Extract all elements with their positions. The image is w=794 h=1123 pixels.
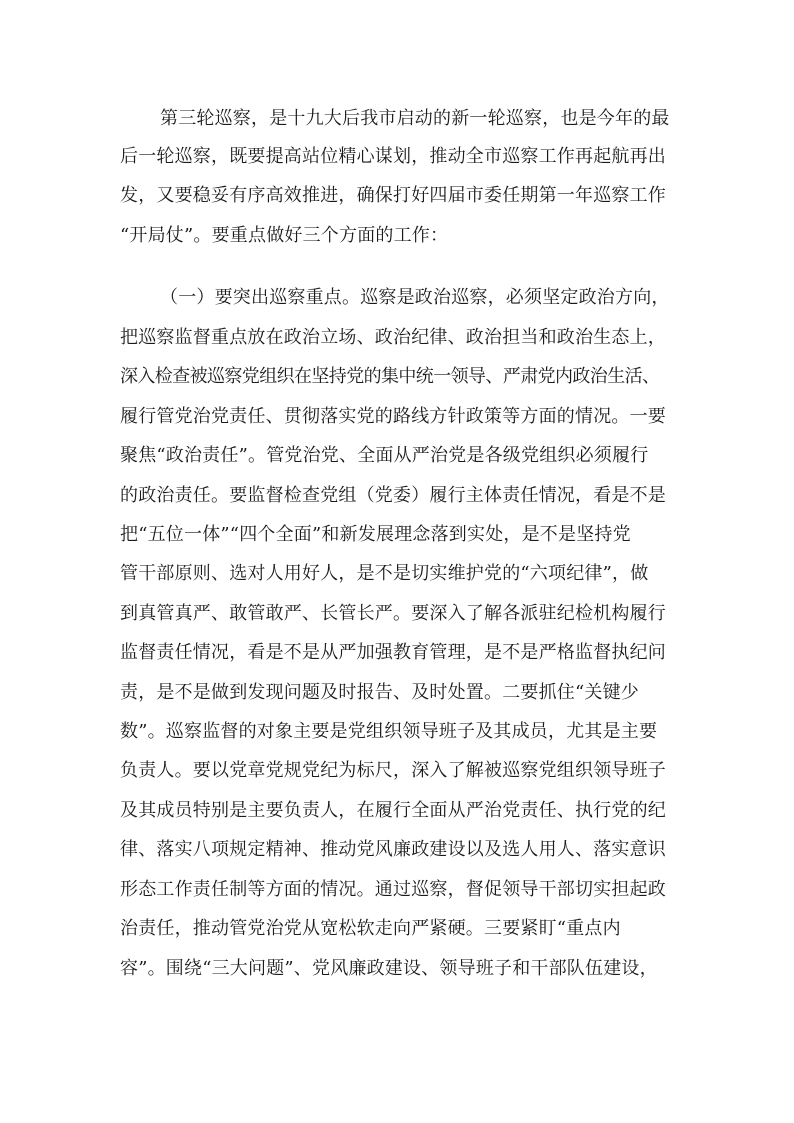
text-line-20: 形态工作责任制等方面的情况。通过巡察，督促领导干部切实担起政: [120, 879, 666, 900]
text-line-6: 把巡察监督重点放在政治立场、政治纪律、政治担当和政治生态上，: [120, 327, 666, 348]
text-line-15: 责，是不是做到发现问题及时报告、及时处置。二要抓住“关键少: [120, 682, 639, 703]
text-line-14: 监督责任情况，看是不是从严加强教育管理，是不是严格监督执纪问: [120, 642, 666, 663]
text-line-7: 深入检查被巡察党组织在坚持党的集中统一领导、严肃党内政治生活、: [120, 366, 660, 387]
text-line-12: 管干部原则、选对人用好人，是不是切实维护党的“六项纪律”，做: [120, 563, 649, 584]
text-line-17: 负责人。要以党章党规党纪为标尺，深入了解被巡察党组织领导班子: [120, 760, 666, 781]
text-line-11: 把“五位一体”“四个全面”和新发展理念落到实处，是不是坚持党: [120, 524, 631, 545]
text-line-18: 及其成员特别是主要负责人，在履行全面从严治党责任、执行党的纪: [120, 800, 666, 821]
text-line-5: （一）要突出巡察重点。巡察是政治巡察，必须坚定政治方向，: [160, 287, 670, 308]
text-line-10: 的政治责任。要监督检查党组（党委）履行主体责任情况，看是不是: [120, 485, 666, 506]
text-line-19: 律、落实八项规定精神、推动党风廉政建设以及选人用人、落实意识: [120, 839, 666, 860]
text-line-13: 到真管真严、敢管敢严、长管长严。要深入了解各派驻纪检机构履行: [120, 603, 666, 624]
text-line-1: 第三轮巡察，是十九大后我市启动的新一轮巡察，也是今年的最: [160, 108, 670, 129]
text-line-3: 发，又要稳妥有序高效推进，确保打好四届市委任期第一年巡察工作: [120, 185, 666, 206]
text-line-8: 履行管党治党责任、贯彻落实党的路线方针政策等方面的情况。一要: [120, 406, 666, 427]
text-line-9: 聚焦“政治责任”。管党治党、全面从严治党是各级党组织必须履行: [120, 445, 649, 466]
text-line-4: “开局仗”。要重点做好三个方面的工作：: [120, 225, 449, 246]
text-line-21: 治责任，推动管党治党从宽松软走向严紧硬。三要紧盯“重点内: [120, 918, 621, 939]
text-line-22: 容”。围绕“三大问题”、党风廉政建设、领导班子和干部队伍建设，: [120, 958, 658, 979]
text-line-2: 后一轮巡察，既要提高站位精心谋划，推动全市巡察工作再起航再出: [120, 146, 666, 167]
text-line-16: 数”。巡察监督的对象主要是党组织领导班子及其成员，尤其是主要: [120, 721, 658, 742]
